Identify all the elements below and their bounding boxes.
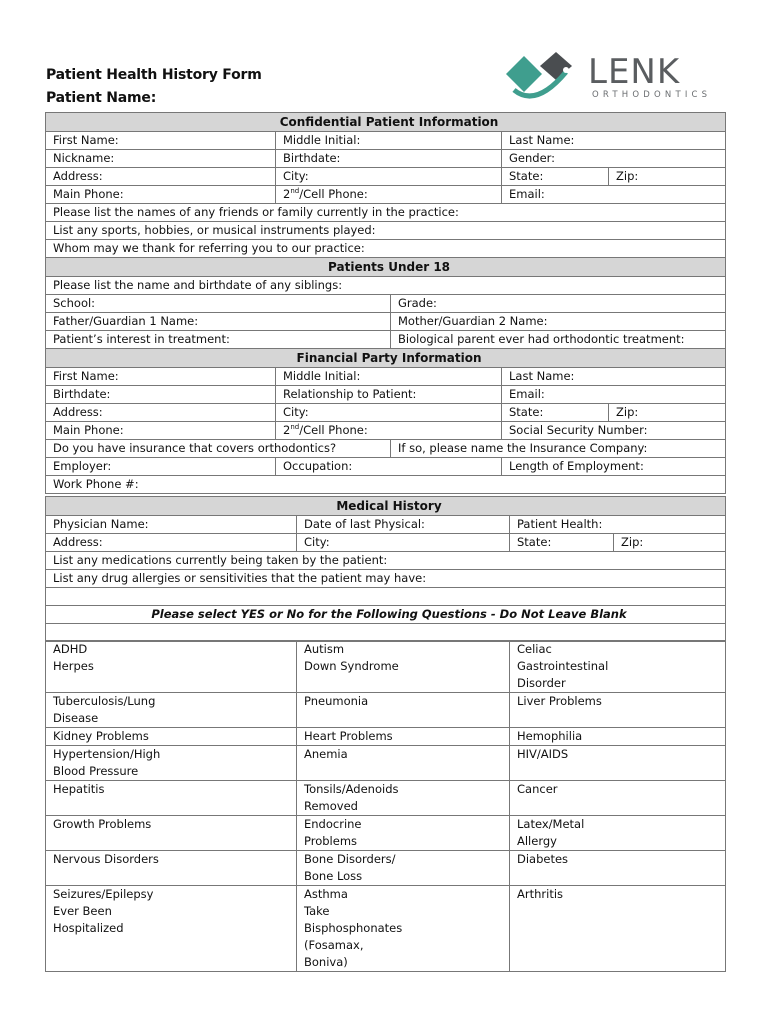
logo-subtitle: ORTHODONTICS: [592, 90, 712, 100]
med-city-field[interactable]: City:: [297, 534, 510, 552]
condition-cell[interactable]: ADHD Herpes: [46, 641, 297, 693]
condition-cell[interactable]: Tonsils/Adenoids Removed: [297, 781, 510, 816]
condition-cell[interactable]: Growth Problems: [46, 816, 297, 851]
last-name-field[interactable]: Last Name:: [502, 132, 726, 150]
last-physical-field[interactable]: Date of last Physical:: [297, 516, 510, 534]
zip-field[interactable]: Zip:: [609, 168, 726, 186]
grade-field[interactable]: Grade:: [391, 295, 726, 313]
address-field[interactable]: Address:: [46, 168, 276, 186]
email-field[interactable]: Email:: [502, 186, 726, 204]
first-name-field[interactable]: First Name:: [46, 132, 276, 150]
logo-mark-icon: [504, 50, 584, 110]
condition-row: [46, 851, 726, 886]
insurance-question-field[interactable]: Do you have insurance that covers orthodontics?: [46, 440, 391, 458]
fin-middle-initial-field[interactable]: Middle Initial:: [276, 368, 502, 386]
sports-hobbies-field[interactable]: List any sports, hobbies, or musical instruments played:: [46, 222, 726, 240]
condition-row: [46, 886, 726, 972]
mother-guardian-field[interactable]: Mother/Guardian 2 Name:: [391, 313, 726, 331]
fin-city-field[interactable]: City:: [276, 404, 502, 422]
fin-zip-field[interactable]: Zip:: [609, 404, 726, 422]
fin-relationship-field[interactable]: Relationship to Patient:: [276, 386, 502, 404]
condition-cell[interactable]: Heart Problems: [297, 728, 510, 746]
fin-first-name-field[interactable]: First Name:: [46, 368, 276, 386]
employer-field[interactable]: Employer:: [46, 458, 276, 476]
city-field[interactable]: City:: [276, 168, 502, 186]
work-phone-field[interactable]: Work Phone #:: [46, 476, 726, 494]
bio-parent-treatment-field[interactable]: Biological parent ever had orthodontic treatment:: [391, 331, 726, 349]
condition-cell[interactable]: Hepatitis: [46, 781, 297, 816]
treatment-interest-field[interactable]: Patient’s interest in treatment:: [46, 331, 391, 349]
birthdate-field[interactable]: Birthdate:: [276, 150, 502, 168]
fin-cell-label-prefix: 2: [283, 423, 291, 437]
form-title: Patient Health History Form: [46, 67, 262, 83]
fin-state-field[interactable]: State:: [502, 404, 609, 422]
conditions-table: [45, 640, 726, 972]
state-field[interactable]: State:: [502, 168, 609, 186]
main-phone-field[interactable]: Main Phone:: [46, 186, 276, 204]
yes-no-instruction: Please select YES or No for the Following Questions - Do Not Leave Blank: [46, 606, 726, 624]
lenk-orthodontics-logo: [504, 50, 714, 110]
section-header-medical: Medical History: [46, 497, 726, 516]
medications-field[interactable]: List any medications currently being taken by the patient:: [46, 552, 726, 570]
nickname-field[interactable]: Nickname:: [46, 150, 276, 168]
patient-form-table: [45, 112, 726, 494]
blank-row: [46, 624, 726, 642]
fin-birthdate-field[interactable]: Birthdate:: [46, 386, 276, 404]
insurance-company-field[interactable]: If so, please name the Insurance Company:: [391, 440, 726, 458]
medical-history-table: [45, 496, 726, 642]
condition-cell[interactable]: Pneumonia: [297, 693, 510, 728]
med-zip-field[interactable]: Zip:: [614, 534, 726, 552]
condition-cell[interactable]: Kidney Problems: [46, 728, 297, 746]
logo-wordmark: LENK: [588, 52, 681, 92]
condition-cell[interactable]: Celiac Gastrointestinal Disorder: [510, 641, 726, 693]
condition-cell[interactable]: Endocrine Problems: [297, 816, 510, 851]
allergies-field[interactable]: List any drug allergies or sensitivities that the patient may have:: [46, 570, 726, 588]
fin-address-field[interactable]: Address:: [46, 404, 276, 422]
condition-cell[interactable]: Hemophilia: [510, 728, 726, 746]
condition-cell[interactable]: Seizures/Epilepsy Ever Been Hospitalized: [46, 886, 297, 972]
referral-field[interactable]: Whom may we thank for referring you to our practice:: [46, 240, 726, 258]
siblings-field[interactable]: Please list the name and birthdate of any siblings:: [46, 277, 726, 295]
section-header-confidential: Confidential Patient Information: [46, 113, 726, 132]
fin-cell-phone-field[interactable]: [276, 422, 502, 440]
physician-name-field[interactable]: Physician Name:: [46, 516, 297, 534]
father-guardian-field[interactable]: Father/Guardian 1 Name:: [46, 313, 391, 331]
patient-name-label: Patient Name:: [46, 90, 157, 106]
blank-row: [46, 588, 726, 606]
fin-last-name-field[interactable]: Last Name:: [502, 368, 726, 386]
condition-cell[interactable]: Latex/Metal Allergy: [510, 816, 726, 851]
section-header-financial: Financial Party Information: [46, 349, 726, 368]
middle-initial-field[interactable]: Middle Initial:: [276, 132, 502, 150]
condition-cell[interactable]: Arthritis: [510, 886, 726, 972]
condition-cell[interactable]: Tuberculosis/Lung Disease: [46, 693, 297, 728]
fin-main-phone-field[interactable]: Main Phone:: [46, 422, 276, 440]
section-header-under-18: Patients Under 18: [46, 258, 726, 277]
condition-cell[interactable]: Cancer: [510, 781, 726, 816]
condition-cell[interactable]: Asthma Take Bisphosphonates (Fosamax, Boniva): [297, 886, 510, 972]
patient-health-field[interactable]: Patient Health:: [510, 516, 726, 534]
condition-row: [46, 816, 726, 851]
fin-cell-label-sup: nd: [290, 423, 300, 432]
condition-cell[interactable]: Diabetes: [510, 851, 726, 886]
med-state-field[interactable]: State:: [510, 534, 614, 552]
school-field[interactable]: School:: [46, 295, 391, 313]
cell-phone-label-prefix: 2: [283, 187, 291, 201]
fin-ssn-field[interactable]: Social Security Number:: [502, 422, 726, 440]
cell-phone-field[interactable]: [276, 186, 502, 204]
condition-cell[interactable]: HIV/AIDS: [510, 746, 726, 781]
condition-row: [46, 693, 726, 728]
gender-field[interactable]: Gender:: [502, 150, 726, 168]
condition-cell[interactable]: Autism Down Syndrome: [297, 641, 510, 693]
fin-cell-label-suffix: /Cell Phone:: [299, 423, 368, 437]
condition-cell[interactable]: Hypertension/High Blood Pressure: [46, 746, 297, 781]
condition-cell[interactable]: Bone Disorders/ Bone Loss: [297, 851, 510, 886]
condition-row: [46, 641, 726, 693]
cell-phone-label-suffix: /Cell Phone:: [299, 187, 368, 201]
friends-family-field[interactable]: Please list the names of any friends or family currently in the practice:: [46, 204, 726, 222]
condition-row: [46, 746, 726, 781]
occupation-field[interactable]: Occupation:: [276, 458, 502, 476]
condition-cell[interactable]: Liver Problems: [510, 693, 726, 728]
condition-row: [46, 728, 726, 746]
cell-phone-label-sup: nd: [290, 187, 300, 196]
condition-cell[interactable]: Nervous Disorders: [46, 851, 297, 886]
condition-cell[interactable]: Anemia: [297, 746, 510, 781]
employment-length-field[interactable]: Length of Employment:: [502, 458, 726, 476]
condition-row: [46, 781, 726, 816]
med-address-field[interactable]: Address:: [46, 534, 297, 552]
fin-email-field[interactable]: Email:: [502, 386, 726, 404]
